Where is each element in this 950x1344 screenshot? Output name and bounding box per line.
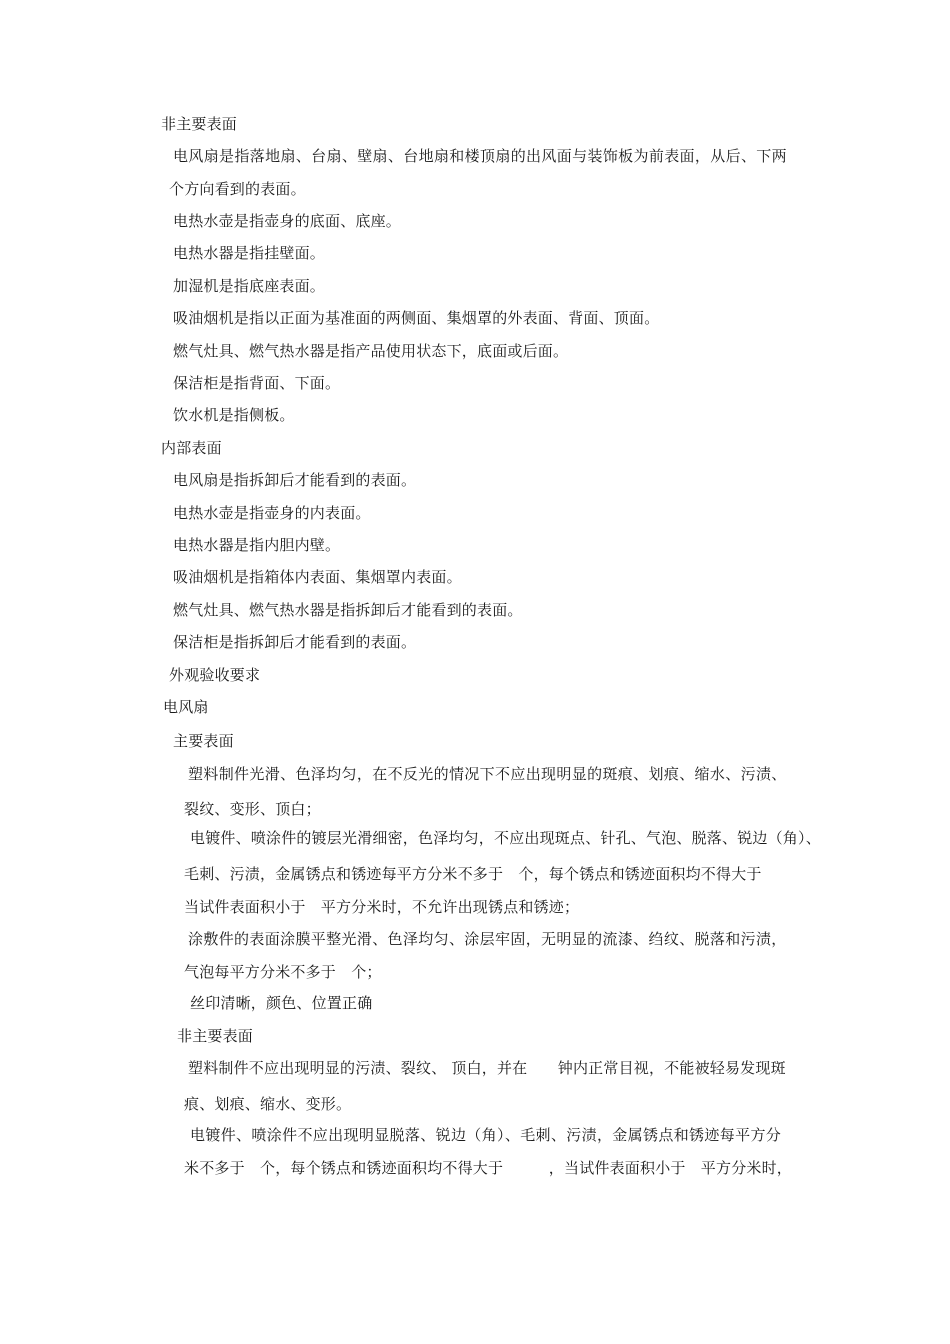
paragraph-line: 当试件表面积小于 平方分米时，不允许出现锈点和锈迹；: [184, 898, 580, 916]
paragraph-line: 米不多于 个，每个锈点和锈迹面积均不得大于 ，当试件表面积小于 平方分米时，: [184, 1159, 793, 1177]
heading-main-surface: 主要表面: [173, 732, 234, 750]
paragraph-line: 电热水壶是指壶身的底面、底座。: [173, 212, 402, 230]
heading-appearance-requirements: 外观验收要求: [169, 666, 261, 684]
paragraph-line: 燃气灶具、燃气热水器是指拆卸后才能看到的表面。: [173, 601, 523, 619]
paragraph-line: 电镀件、喷涂件不应出现明显脱落、锐边（角）、毛刺、污渍，金属锈点和锈迹每平方分: [190, 1126, 782, 1144]
paragraph-line: 吸油烟机是指箱体内表面、集烟罩内表面。: [173, 568, 462, 586]
paragraph-line: 加湿机是指底座表面。: [173, 277, 326, 295]
paragraph-line: 毛刺、污渍，金属锈点和锈迹每平方分米不多于 个，每个锈点和锈迹面积均不得大于: [184, 865, 762, 883]
paragraph-line: 丝印清晰，颜色、位置正确: [190, 994, 373, 1012]
paragraph-line: 电镀件、喷涂件的镀层光滑细密，色泽均匀，不应出现斑点、针孔、气泡、脱落、锐边（角）、: [190, 829, 821, 847]
paragraph-line: 电风扇是指落地扇、台扇、壁扇、台地扇和楼顶扇的出风面与装饰板为前表面，从后、下两: [173, 147, 788, 165]
paragraph-line: 电风扇是指拆卸后才能看到的表面。: [173, 471, 417, 489]
paragraph-line: 塑料制件光滑、色泽均匀，在不反光的情况下不应出现明显的斑痕、划痕、缩水、污渍、: [188, 765, 787, 783]
paragraph-line: 吸油烟机是指以正面为基准面的两侧面、集烟罩的外表面、背面、顶面。: [173, 309, 660, 327]
paragraph-line: 气泡每平方分米不多于 个；: [184, 963, 382, 981]
paragraph-line: 燃气灶具、燃气热水器是指产品使用状态下，底面或后面。: [173, 342, 569, 360]
heading-non-main-surface: 非主要表面: [161, 115, 238, 133]
paragraph-line: 保洁柜是指背面、下面。: [173, 374, 341, 392]
heading-internal-surface: 内部表面: [161, 439, 222, 457]
paragraph-line: 塑料制件不应出现明显的污渍、裂纹、 顶白，并在 钟内正常目视，不能被轻易发现斑: [188, 1059, 786, 1077]
paragraph-line: 涂敷件的表面涂膜平整光滑、色泽均匀、涂层牢固，无明显的流漆、绉纹、脱落和污渍，: [188, 930, 787, 948]
paragraph-line: 个方向看到的表面。: [169, 180, 306, 198]
paragraph-line: 裂纹、变形、顶白；: [184, 800, 321, 818]
paragraph-line: 痕、划痕、缩水、变形。: [184, 1095, 352, 1113]
heading-electric-fan: 电风扇: [163, 698, 209, 716]
paragraph-line: 保洁柜是指拆卸后才能看到的表面。: [173, 633, 417, 651]
paragraph-line: 电热水器是指挂壁面。: [173, 244, 326, 262]
paragraph-line: 电热水器是指内胆内壁。: [173, 536, 341, 554]
paragraph-line: 饮水机是指侧板。: [173, 406, 295, 424]
heading-non-main-surface-2: 非主要表面: [177, 1027, 254, 1045]
paragraph-line: 电热水壶是指壶身的内表面。: [173, 504, 371, 522]
